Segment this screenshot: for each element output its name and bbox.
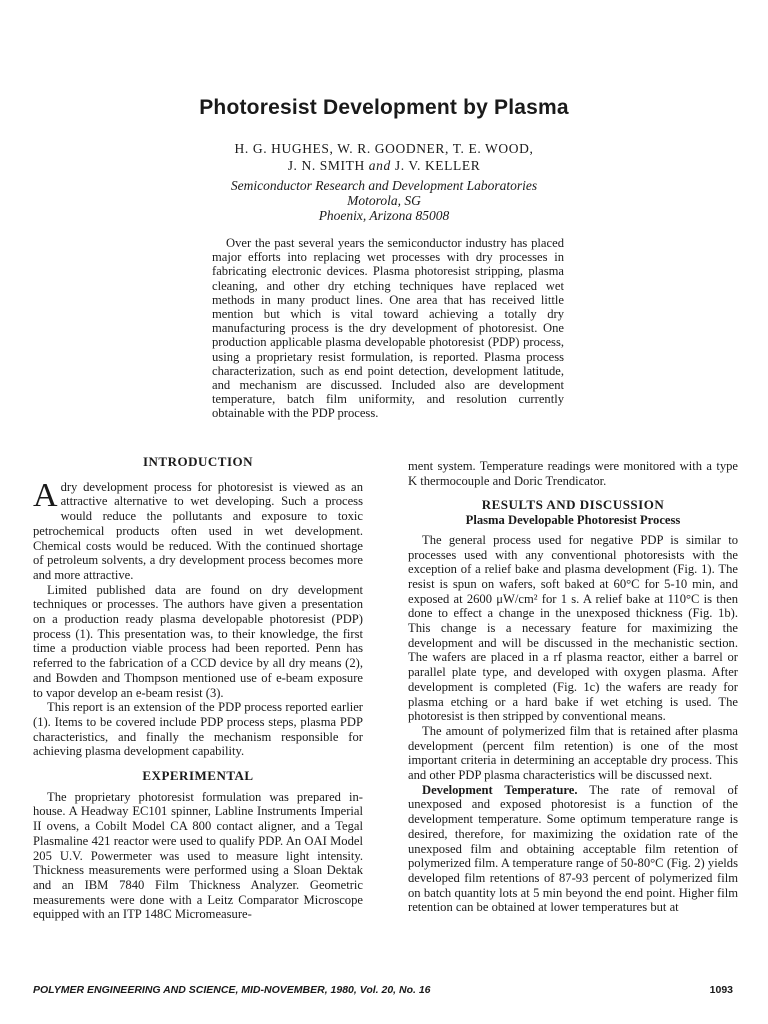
left-column — [33, 455, 363, 922]
author-list — [0, 140, 768, 174]
results-heading: RESULTS AND DISCUSSION — [481, 497, 665, 513]
paper-title: Photoresist Development by Plasma — [199, 96, 569, 119]
introduction-paragraph-2: Limited published data are found on dry development techniques or processes. The authors have given a presentation on a production ready plasma developable photoresist (PDP) process (1). This presentation was, to their knowledge, the first time a production viable process had been reported. Penn has referred to the fabrication of a CCD device by all dry means (2), and Bowden and Thompson mentioned use of e-beam exposure to vapor develop an e-beam resist (3). — [33, 582, 363, 700]
drop-cap: A — [33, 476, 58, 514]
experimental-paragraph-1: The proprietary photoresist formulation was prepared in-house. A Headway EC101 spinner, Labline Instruments Imperial II ovens, a Cobilt Model CA 800 contact aligner, and a Tegal Plasmaline 421 reactor were used to qualify PDP. An OAI Model 205 U.V. Powermeter was used to measure light intensity. Thickness measurements were performed using a Sloan Dektak and an IBM 7840 Film Thickness Analyzer. Geometric measurements were done with a Leitz Comparator Microscope equipped with an ITP 148C Micromeasure- — [33, 789, 363, 922]
introduction-paragraph-3: This report is an extension of the PDP process reported earlier (1). Items to be covered include PDP process steps, plasma PDP characteristics, and finally the mechanism responsible for achieving plasma development capability. — [33, 700, 363, 759]
introduction-paragraph-1: Adry development process for photoresist is viewed as an attractive alternative to wet developing. Such a process would reduce the pollutants and exposure to toxic petrochemical products often used in wet development. Chemical costs would be reduced. With the continued shortage of petroleum solvents, a dry development process becomes more and more attractive. — [33, 476, 363, 582]
right-column — [408, 459, 738, 915]
authors-line-1: H. G. HUGHES, W. R. GOODNER, T. E. WOOD, — [234, 141, 534, 156]
results-paragraph-2: The amount of polymerized film that is retained after plasma development (percent film retention) is one of the most important criteria in determining an acceptable dry process. This and other PDP plasma characteristics will be discussed next. — [408, 723, 738, 783]
affiliation-line-3: Phoenix, Arizona 85008 — [318, 208, 450, 223]
results-paragraph-3: Development Temperature. The rate of removal of unexposed and exposed photoresist is a function of the development temperature. Some optimum temperature range is desired, therefore, for maximizing the oxidation rate of the unexposed film and obtaining acceptable film retention of polymerized film. A temperature range of 50-80°C (Fig. 2) yields developed film retentions of 87-93 percent of polymerized film on batch quantity lots at 5 min beyond the end point. Higher film retention can be obtained at lower temperatures but at — [408, 782, 738, 915]
introduction-heading: INTRODUCTION — [142, 454, 253, 469]
journal-citation: POLYMER ENGINEERING AND SCIENCE, MID-NOVEMBER, 1980, Vol. 20, No. 16 — [33, 984, 431, 996]
affiliation-line-1: Semiconductor Research and Development Laboratories — [230, 178, 538, 193]
experimental-paragraph-continued: ment system. Temperature readings were monitored with a type K thermocouple and Doric Trendicator. — [408, 459, 738, 488]
results-subheading: Plasma Developable Photoresist Process — [465, 513, 681, 528]
affiliation-line-2: Motorola, SG — [347, 193, 421, 208]
page-footer — [33, 984, 733, 998]
experimental-heading: EXPERIMENTAL — [142, 768, 254, 784]
page-number: 1093 — [709, 984, 733, 996]
affiliation — [0, 178, 768, 223]
authors-line-2: J. N. SMITH and J. V. KELLER — [287, 158, 481, 173]
abstract: Over the past several years the semiconductor industry has placed major efforts into replacing wet processes with dry processes in fabricating electronic devices. Plasma photoresist stripping, plasma cleaning, and other dry etching techniques have replaced wet methods in many product lines. One area that has received little mention but which is vital toward achieving a totally dry manufacturing process is the dry development of photoresist. One production applicable plasma developable photoresist (PDP) process, using a proprietary resist formulation, is reported. Plasma process characterization, such as end point detection, development latitude, and mechanism are discussed. Included also are development temperature, batch film uniformity, and resolution currently obtainable with the PDP process. — [212, 236, 564, 421]
results-paragraph-1: The general process used for negative PDP is similar to processes used with any conventional photoresists with the exception of a relief bake and plasma development (Fig. 1). The resist is spun on wafers, soft baked at 60°C for 5-10 min, and exposed at 2600 μW/cm² for 1 s. A relief bake at 110°C is then done to effect a change in the unexposed thickness (Fig. 1b). This change is a necessary feature for maximizing the development and will be discussed in the mechanistic section. The wafers are placed in a rf plasma reactor, either a barrel or parallel plate type, and developed with oxygen plasma. After development is completed (Fig. 1c) the wafers are ready for plasma etching or a hard bake if wet etching is used. The photoresist is then stripped by conventional means. — [408, 532, 738, 724]
development-temperature-runhead: Development Temperature. — [422, 782, 578, 797]
